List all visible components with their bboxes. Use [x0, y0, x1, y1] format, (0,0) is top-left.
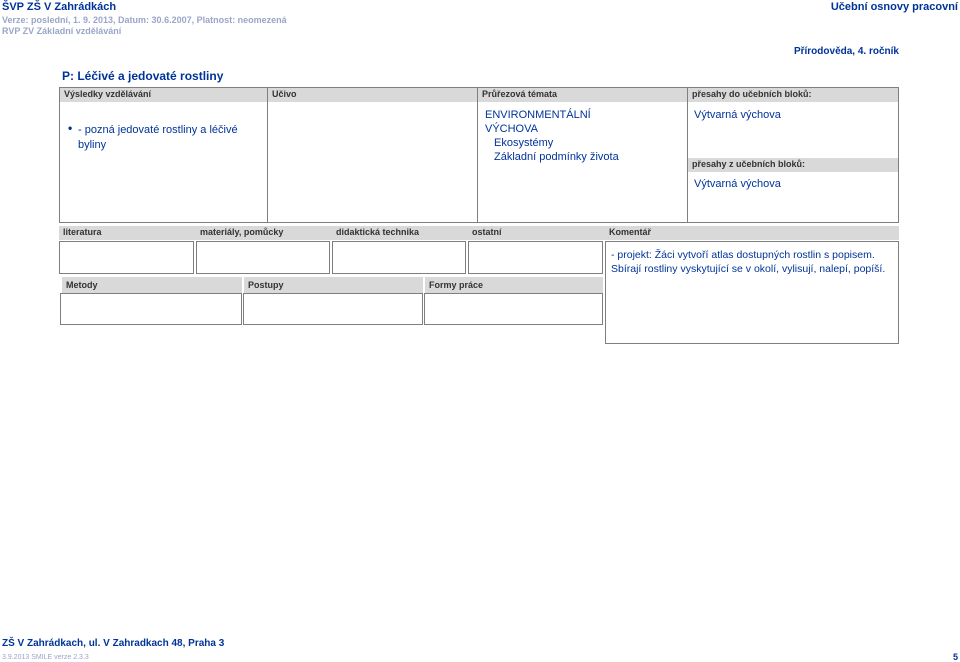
literature-box [59, 241, 194, 274]
outcomes-table [59, 87, 899, 223]
school-title: ŠVP ZŠ V Zahrádkách [2, 1, 117, 13]
header-cross-topics: Průřezová témata [478, 88, 687, 102]
header-outcomes: Výsledky vzdělávání [60, 88, 267, 102]
version-line: Verze: poslední, 1. 9. 2013, Datum: 30.6.2007, Platnost: neomezená [2, 15, 287, 25]
topic-title: P: Léčivé a jedovaté rostliny [62, 69, 224, 83]
technology-box [332, 241, 466, 274]
cross-topics-cell [485, 108, 685, 164]
header-procedures: Postupy [244, 277, 423, 293]
cross-subtopic: Ekosystémy [494, 137, 554, 149]
header-literature: literatura [59, 226, 196, 240]
methods-box [60, 293, 242, 325]
header-other: ostatní [468, 226, 605, 240]
outcome-item: - pozná jedovaté rostliny a léčivé byliny [78, 124, 238, 151]
materials-box [196, 241, 330, 274]
document-type: Učební osnovy pracovní [830, 1, 958, 13]
header-technology: didaktická technika [332, 226, 468, 240]
relation-from-value: Výtvarná výchova [694, 178, 781, 190]
page-number: 5 [952, 652, 958, 662]
header-relations-from: přesahy z učebních bloků: [688, 158, 898, 172]
cross-subtopic: Základní podmínky života [494, 151, 619, 163]
header-forms: Formy práce [425, 277, 603, 293]
header-comment: Komentář [605, 226, 899, 240]
other-box [468, 241, 603, 274]
procedures-box [243, 293, 423, 325]
rvp-line: RVP ZV Základní vzdělávání [2, 26, 122, 36]
forms-box [424, 293, 603, 325]
relation-to-value: Výtvarná výchova [694, 109, 781, 121]
subject-label: Přírodověda, 4. ročník [793, 46, 899, 57]
header-curriculum: Učivo [268, 88, 477, 102]
header-relations-to: přesahy do učebních bloků: [688, 88, 898, 102]
footer-date: 3.9.2013 SMILE verze 2.3.3 [2, 654, 89, 661]
bullet-icon: • [68, 121, 73, 135]
footer-address: ZŠ V Zahrádkach, ul. V Zahradkach 48, Praha 3 [2, 638, 225, 649]
header-materials: materiály, pomůcky [196, 226, 332, 240]
comment-text: - projekt: Žáci vytvoří atlas dostupných rostlin s popisem. Sbírají rostliny vyskytující se v okolí, vylisují, nalepí, popíší. [611, 249, 886, 275]
cross-topic-name: ENVIRONMENTÁLNÍ VÝCHOVA [485, 109, 591, 135]
header-methods: Metody [62, 277, 242, 293]
